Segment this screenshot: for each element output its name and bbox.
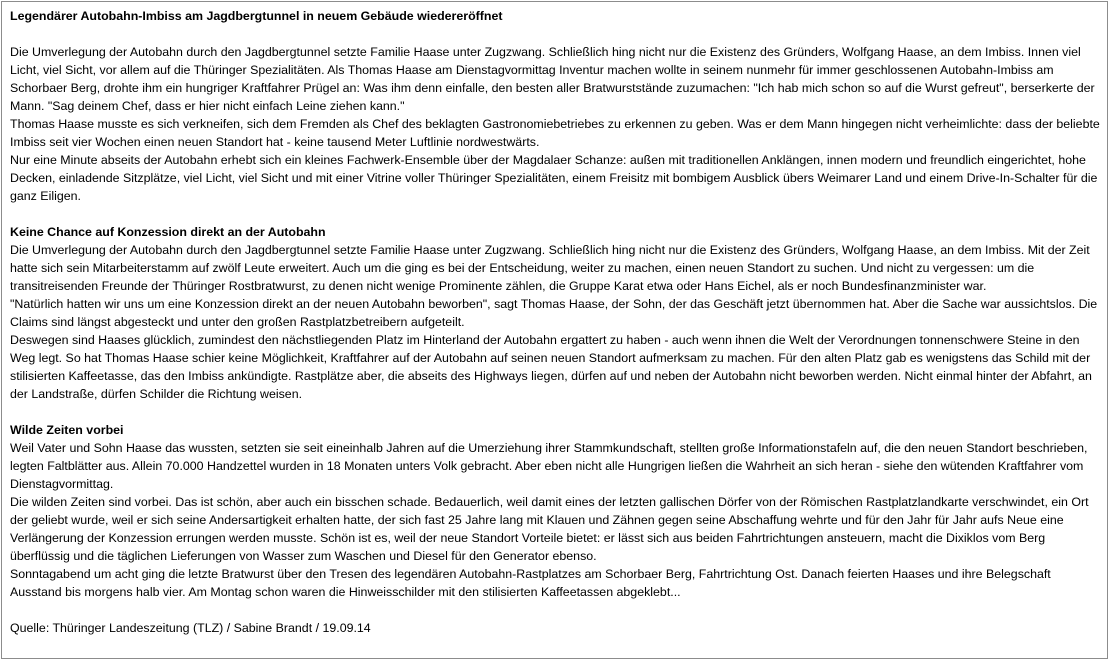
source-line: Quelle: Thüringer Landeszeitung (TLZ) / Sabine Brandt / 19.09.14 — [10, 621, 371, 635]
section-heading: Wilde Zeiten vorbei — [10, 423, 124, 437]
spacer — [10, 601, 1101, 619]
paragraph: "Natürlich hatten wir uns um eine Konzession direkt an der neuen Autobahn beworben", sagt Thomas Haase, der Sohn, der das Geschäft jetzt übernommen hat. Aber die Sache war aussichtslos. Die Claims sind längst abgesteckt und unter den großen Rastplatzbetreibern aufgeteilt. — [10, 297, 1098, 329]
paragraph: Deswegen sind Haases glücklich, zumindest den nächstliegenden Platz im Hinterland der Autobahn ergattert zu haben - auch wenn ihnen die Welt der Verordnungen tonnenschwere Steine in den Weg legt. So hat Thomas Haase schier keine Möglichkeit, Kraftfahrer auf der Autobahn auf seinen neuen Standort aufmerksam zu machen. Für den alten Platz gab es wenigstens das Schild mit der stilisierten Kaffeetasse, das den Imbiss ankündigte. Rastplätze aber, die abseits des Highways liegen, dürfen auf und neben der Autobahn nicht beworben werden. Nicht einmal hinter der Abfahrt, an der Landstraße, dürfen Schilder die Richtung weisen. — [10, 333, 1092, 401]
paragraph: Die Umverlegung der Autobahn durch den Jagdbergtunnel setzte Familie Haase unter Zugzwang. Schließlich hing nicht nur die Existenz des Gründers, Wolfgang Haase, an dem Imbiss. Innen viel Licht, viel Sicht, vor allem auf die Thüringer Spezialitäten. Als Thomas Haase am Dienstagvormittag Inventur machen wollte in seinem nunmehr für immer geschlossenen Autobahn-Imbiss am Schorbaer Berg, drohte ihm ein hungriger Kraftfahrer Prügel an: Was ihm denn einfalle, den besten aller Bratwurststände zuzumachen: "Ich hab mich schon so auf die Wurst gefreut", berserkerte der Mann. "Sag deinem Chef, dass er hier nicht einfach Leine ziehen kann." — [10, 45, 1095, 113]
paragraph: Die wilden Zeiten sind vorbei. Das ist schön, aber auch ein bisschen schade. Bedauerlich, weil damit eines der letzten gallischen Dörfer von der Römischen Rastplatzlandkarte verschwindet, ein Ort der geliebt wurde, weil er sich seine Andersartigkeit erhalten hatte, der sich fast 25 Jahre lang mit Klauen und Zähnen gegen seine Abschaffung wehrte und für den Jahr für Jahr aufs Neue eine Verlängerung der Konzession errungen werden musste. Schön ist es, weil der neue Standort Vorteile bietet: er lässt sich aus beiden Fahrtrichtungen ansteuern, macht die Dixiklos vom Berg überflüssig und die täglichen Lieferungen von Wasser zum Waschen und Diesel für den Generator ebenso. — [10, 495, 1089, 563]
section-heading: Keine Chance auf Konzession direkt an der Autobahn — [10, 225, 326, 239]
document-frame — [1, 1, 1108, 659]
paragraph: Weil Vater und Sohn Haase das wussten, setzten sie seit eineinhalb Jahren auf die Umerziehung ihrer Stammkundschaft, stellten große Informationstafeln auf, die den neuen Standort beschrieben, legten Faltblätter aus. Allein 70.000 Handzettel wurden in 18 Monaten unters Volk gebracht. Aber eben nicht alle Hungrigen ließen die Wahrheit an sich heran - siehe den wütenden Kraftfahrer vom Dienstagvormittag. — [10, 441, 1088, 491]
paragraph: Thomas Haase musste es sich verkneifen, sich dem Fremden als Chef des beklagten Gastronomiebetriebes zu erkennen zu geben. Was er dem Mann hingegen nicht verheimlichte: dass der beliebte Imbiss seit vier Wochen einen neuen Standort hat - keine tausend Meter Luftlinie nordwestwärts. — [10, 117, 1100, 149]
paragraph: Nur eine Minute abseits der Autobahn erhebt sich ein kleines Fachwerk-Ensemble über der Magdalaer Schanze: außen mit traditionellen Anklängen, innen modern und freundlich eingerichtet, hohe Decken, einladende Sitzplätze, viel Licht, viel Sicht und mit einer Vitrine voller Thüringer Spezialitäten, einem Freisitz mit bombigem Ausblick übers Weimarer Land und einem Drive-In-Schalter für die ganz Eiligen. — [10, 153, 1098, 203]
paragraph: Sonntagabend um acht ging die letzte Bratwurst über den Tresen des legendären Autobahn-Rastplatzes am Schorbaer Berg, Fahrtrichtung Ost. Danach feierten Haases und ihre Belegschaft Ausstand bis morgens halb vier. Am Montag schon waren die Hinweisschilder mit den stilisierten Kaffeetassen abgeklebt... — [10, 567, 1051, 599]
spacer — [10, 205, 1101, 223]
article — [2, 2, 1107, 637]
article-title: Legendärer Autobahn-Imbiss am Jagdbergtunnel in neuem Gebäude wiedereröffnet — [10, 9, 503, 23]
paragraph: Die Umverlegung der Autobahn durch den Jagdbergtunnel setzte Familie Haase unter Zugzwang. Schließlich hing nicht nur die Existenz des Gründers, Wolfgang Haase, an dem Imbiss. Mit der Zeit hatte sich sein Mitarbeiterstamm auf zwölf Leute erweitert. Auch um die ging es bei der Entscheidung, weiter zu machen, einen neuen Standort zu suchen. Und nicht zu vergessen: um die transitreisenden Freunde der Thüringer Rostbratwurst, zu denen nicht wenige Prominente zählen, die Gruppe Karat etwa oder Hans Eichel, als er noch Bundesfinanzminister war. — [10, 243, 1090, 293]
spacer — [10, 25, 1101, 43]
spacer — [10, 403, 1101, 421]
